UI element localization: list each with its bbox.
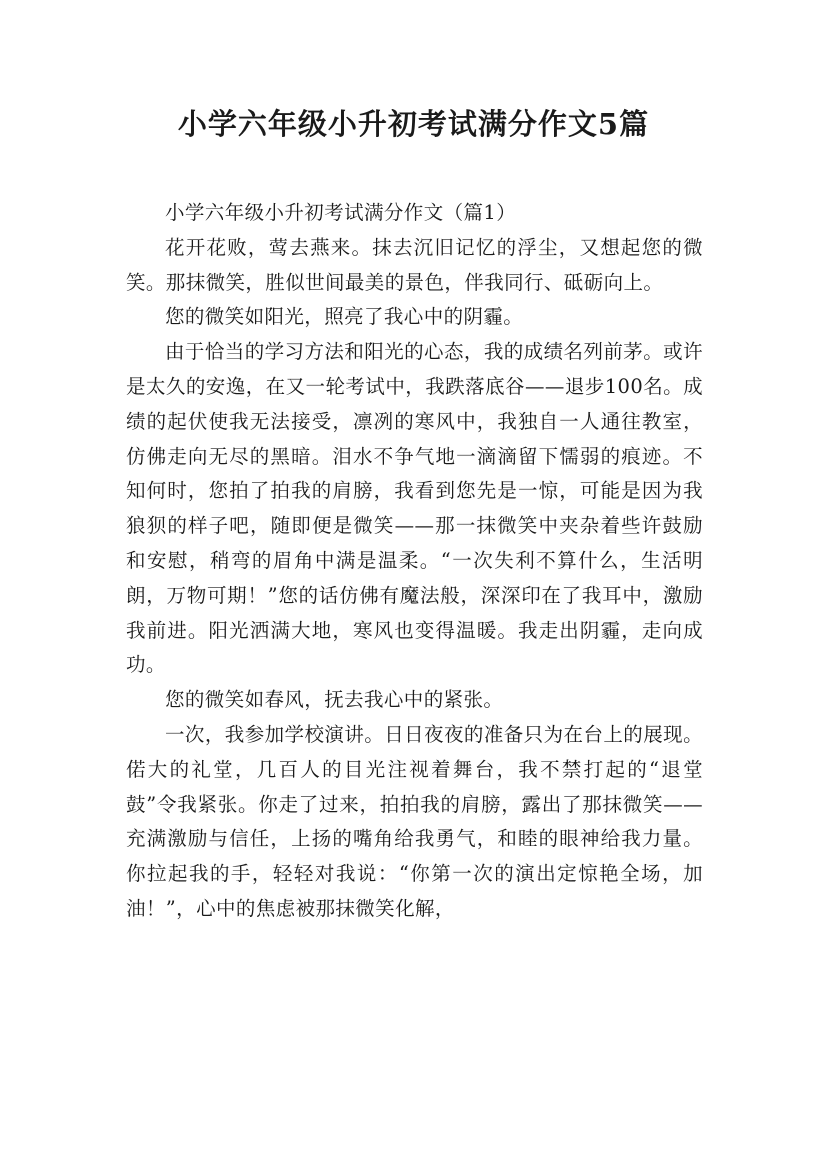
paragraph: 您的微笑如阳光，照亮了我心中的阴霾。 <box>165 305 524 329</box>
paragraph: 一次，我参加学校演讲。日日夜夜的准备只为在台上的展现。偌大的礼堂，几百人的目光注视着舞台，我不禁打起的“退堂鼓”令我紧张。你走了过来，拍拍我的肩膀，露出了那抹微笑——充满激励与信任，上扬的嘴角给我勇气，和睦的眼神给我力量。你拉起我的手，轻轻对我说：“你第一次的演出定惊艳全场，加油！”，心中的焦虑被那抹微笑化解， <box>126 722 703 920</box>
essay-subtitle: 小学六年级小升初考试满分作文（篇1） <box>165 201 517 224</box>
paragraph: 由于恰当的学习方法和阳光的心态，我的成绩名列前茅。或许是太久的安逸，在又一轮考试中，我跌落底谷——退步100名。成绩的起伏使我无法接受，凛冽的寒风中，我独自一人通往教室，仿佛走向无尽的黑暗。泪水不争气地一滴滴留下懦弱的痕迹。不知何时，您拍了拍我的肩膀，我看到您先是一惊，可能是因为我狼狈的样子吧，随即便是微笑——那一抹微笑中夹杂着些许鼓励和安慰，稍弯的眉角中满是温柔。“一次失利不算什么，生活明朗，万物可期！”您的话仿佛有魔法般，深深印在了我耳中，激励我前进。阳光洒满大地，寒风也变得温暖。我走出阴霾，走向成功。 <box>126 340 703 677</box>
document-body <box>126 196 703 927</box>
paragraph: 花开花败，莺去燕来。抹去沉旧记忆的浮尘，又想起您的微笑。那抹微笑，胜似世间最美的景色，伴我同行、砥砺向上。 <box>126 235 703 294</box>
paragraph: 您的微笑如春风，抚去我心中的紧张。 <box>165 688 504 712</box>
document-title: 小学六年级小升初考试满分作文5篇 <box>177 107 650 141</box>
